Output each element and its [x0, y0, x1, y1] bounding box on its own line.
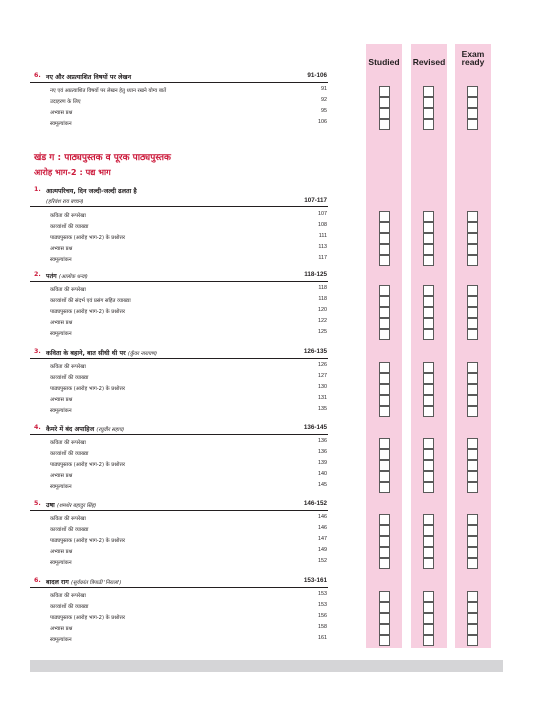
- chapter-rule: [30, 358, 328, 359]
- revised-checkbox[interactable]: [423, 460, 434, 471]
- exam-ready-checkbox[interactable]: [467, 395, 478, 406]
- toc-item-label: स्वमूल्यांकन: [50, 331, 72, 337]
- revised-checkbox[interactable]: [423, 373, 434, 384]
- toc-item-label: पाठ्यपुस्तक (आरोह भाग-2) के प्रश्नोत्तर: [50, 386, 125, 392]
- studied-checkbox[interactable]: [379, 119, 390, 130]
- toc-item-label: स्वमूल्यांकन: [50, 637, 72, 643]
- revised-checkbox[interactable]: [423, 449, 434, 460]
- exam-ready-checkbox[interactable]: [467, 558, 478, 569]
- revised-checkbox[interactable]: [423, 547, 434, 558]
- exam-ready-column-header: [451, 50, 495, 66]
- exam-ready-checkbox[interactable]: [467, 536, 478, 547]
- revised-checkbox[interactable]: [423, 591, 434, 602]
- toc-item-label: पाठ्यपुस्तक (आरोह भाग-2) के प्रश्नोत्तर: [50, 538, 125, 544]
- toc-item-label: पाठ्यपुस्तक (आरोह भाग-2) के प्रश्नोत्तर: [50, 615, 125, 621]
- studied-checkbox[interactable]: [379, 86, 390, 97]
- toc-item-page: 140: [318, 471, 327, 477]
- studied-checkbox[interactable]: [379, 307, 390, 318]
- exam-ready-checkbox[interactable]: [467, 211, 478, 222]
- studied-checkbox[interactable]: [379, 525, 390, 536]
- chapter-number: 2.: [34, 271, 41, 278]
- toc-item-page: 126: [318, 362, 327, 368]
- exam-ready-checkbox[interactable]: [467, 547, 478, 558]
- revised-checkbox[interactable]: [423, 406, 434, 417]
- revised-checkbox[interactable]: [423, 119, 434, 130]
- revised-checkbox[interactable]: [423, 438, 434, 449]
- exam-ready-checkbox[interactable]: [467, 635, 478, 646]
- studied-checkbox[interactable]: [379, 438, 390, 449]
- chapter-title: [46, 577, 121, 586]
- toc-item-label: पाठ्यपुस्तक (आरोह भाग-2) के प्रश्नोत्तर: [50, 462, 125, 468]
- toc-item-page: 122: [318, 318, 327, 324]
- studied-checkbox[interactable]: [379, 285, 390, 296]
- revised-checkbox[interactable]: [423, 602, 434, 613]
- revised-checkbox[interactable]: [423, 244, 434, 255]
- exam-ready-header-line2: ready: [461, 57, 485, 67]
- exam-ready-checkbox[interactable]: [467, 307, 478, 318]
- revised-checkbox[interactable]: [423, 318, 434, 329]
- toc-item-label: कविता की रूपरेखा: [50, 593, 86, 599]
- chapter-title: [46, 271, 88, 280]
- studied-checkbox[interactable]: [379, 222, 390, 233]
- toc-item-label: अभ्यास प्रश्न: [50, 110, 73, 116]
- toc-item-page: 136: [318, 449, 327, 455]
- revised-checkbox[interactable]: [423, 514, 434, 525]
- toc-item-label: अभ्यास प्रश्न: [50, 397, 73, 403]
- exam-ready-checkbox[interactable]: [467, 471, 478, 482]
- exam-ready-checkbox[interactable]: [467, 624, 478, 635]
- exam-ready-checkbox[interactable]: [467, 438, 478, 449]
- revised-checkbox[interactable]: [423, 329, 434, 340]
- exam-ready-checkbox[interactable]: [467, 602, 478, 613]
- studied-column-header: Studied: [368, 57, 400, 67]
- studied-checkbox[interactable]: [379, 482, 390, 493]
- studied-checkbox[interactable]: [379, 514, 390, 525]
- revised-checkbox[interactable]: [423, 536, 434, 547]
- chapter-title-text: पतंग: [46, 273, 57, 280]
- exam-ready-checkbox[interactable]: [467, 613, 478, 624]
- studied-checkbox[interactable]: [379, 108, 390, 119]
- studied-checkbox[interactable]: [379, 635, 390, 646]
- toc-item-page: 135: [318, 406, 327, 412]
- toc-item-label: अभ्यास प्रश्न: [50, 473, 73, 479]
- studied-checkbox[interactable]: [379, 449, 390, 460]
- revised-checkbox[interactable]: [423, 624, 434, 635]
- studied-checkbox[interactable]: [379, 591, 390, 602]
- toc-item-page: 127: [318, 373, 327, 379]
- revised-checkbox[interactable]: [423, 482, 434, 493]
- chapter-rule: [30, 281, 328, 282]
- exam-ready-checkbox[interactable]: [467, 285, 478, 296]
- chapter-rule: [30, 206, 328, 207]
- chapter-page-range: 118-125: [304, 271, 327, 278]
- footer-bar: [30, 660, 503, 672]
- studied-checkbox[interactable]: [379, 471, 390, 482]
- studied-checkbox[interactable]: [379, 395, 390, 406]
- chapter-page-range: 146-152: [303, 500, 327, 507]
- toc-item-page: 136: [318, 438, 327, 444]
- revised-checkbox[interactable]: [423, 211, 434, 222]
- revised-checkbox[interactable]: [423, 285, 434, 296]
- toc-item-page: 91: [321, 86, 327, 92]
- chapter-title-text: कविता के बहाने, बात सीधी थी पर: [46, 350, 126, 357]
- toc-item-page: 146: [318, 514, 327, 520]
- exam-ready-checkbox[interactable]: [467, 482, 478, 493]
- chapter-rule: [30, 82, 328, 83]
- toc-item-label: काव्यांशों की व्याख्या: [50, 375, 89, 381]
- revised-checkbox[interactable]: [423, 525, 434, 536]
- section-title: खंड ग : पाठ्यपुस्तक व पूरक पाठ्यपुस्तक: [34, 153, 171, 163]
- chapter-page-range: 126-135: [303, 348, 327, 355]
- revised-checkbox[interactable]: [423, 558, 434, 569]
- studied-checkbox[interactable]: [379, 244, 390, 255]
- studied-checkbox[interactable]: [379, 536, 390, 547]
- chapter-page-range: 91-106: [307, 72, 327, 79]
- toc-item-page: 95: [321, 108, 327, 114]
- studied-checkbox[interactable]: [379, 97, 390, 108]
- toc-item-label: कविता की रूपरेखा: [50, 516, 86, 522]
- toc-item-label: काव्यांशों की संदर्भ एवं प्रसंग सहित व्याख्या: [50, 298, 131, 304]
- toc-item-page: 113: [318, 244, 327, 250]
- revised-checkbox[interactable]: [423, 384, 434, 395]
- toc-item-page: 120: [318, 307, 327, 313]
- toc-item-page: 145: [318, 482, 327, 488]
- toc-item-label: अभ्यास प्रश्न: [50, 626, 73, 632]
- exam-ready-checkbox[interactable]: [467, 591, 478, 602]
- exam-ready-checkbox[interactable]: [467, 108, 478, 119]
- chapter-author: (सूर्यकांत त्रिपाठी 'निराला'): [71, 580, 122, 586]
- toc-item-page: 149: [318, 547, 327, 553]
- toc-item-label: कविता की रूपरेखा: [50, 440, 86, 446]
- toc-item-label: स्वमूल्यांकन: [50, 257, 72, 263]
- studied-checkbox[interactable]: [379, 373, 390, 384]
- studied-checkbox[interactable]: [379, 329, 390, 340]
- revised-checkbox[interactable]: [423, 97, 434, 108]
- toc-item-label: स्वमूल्यांकन: [50, 121, 72, 127]
- chapter-number: 6.: [34, 577, 41, 584]
- revised-column-header: Revised: [412, 57, 446, 67]
- studied-checkbox[interactable]: [379, 384, 390, 395]
- revised-checkbox[interactable]: [423, 395, 434, 406]
- toc-item-label: उदाहरण के लिए: [50, 99, 81, 105]
- revised-checkbox[interactable]: [423, 307, 434, 318]
- chapter-number: 4.: [34, 424, 41, 431]
- studied-checkbox[interactable]: [379, 255, 390, 266]
- exam-ready-checkbox[interactable]: [467, 514, 478, 525]
- toc-item-page: 107: [318, 211, 327, 217]
- exam-ready-checkbox[interactable]: [467, 525, 478, 536]
- exam-ready-checkbox[interactable]: [467, 460, 478, 471]
- chapter-title-text: कैमरे में बंद अपाहिज: [46, 426, 95, 433]
- revised-checkbox[interactable]: [423, 233, 434, 244]
- exam-ready-checkbox[interactable]: [467, 406, 478, 417]
- revised-checkbox[interactable]: [423, 471, 434, 482]
- chapter-title: [46, 424, 124, 433]
- toc-item-label: अभ्यास प्रश्न: [50, 549, 73, 555]
- toc-item-label: पाठ्यपुस्तक (आरोह भाग-2) के प्रश्नोत्तर: [50, 309, 125, 315]
- toc-item-label: नए एवं अप्रत्याशित विषयों पर लेखन हेतु ध्यान रखने योग्य बातें: [50, 88, 167, 94]
- toc-item-page: 106: [318, 119, 327, 125]
- chapter-title: आत्मपरिचय, दिन जल्दी-जल्दी ढलता है: [46, 188, 137, 195]
- chapter-number: 5.: [34, 500, 41, 507]
- studied-checkbox[interactable]: [379, 624, 390, 635]
- chapter-title-text: उषा: [46, 502, 55, 509]
- toc-item-page: 161: [318, 635, 327, 641]
- exam-ready-checkbox[interactable]: [467, 97, 478, 108]
- chapter-author: (शमशेर बहादुर सिंह): [56, 503, 97, 509]
- toc-item-label: स्वमूल्यांकन: [50, 560, 72, 566]
- chapter-title-text: नए और अप्रत्याशित विषयों पर लेखन: [46, 74, 132, 81]
- toc-item-label: कविता की रूपरेखा: [50, 213, 86, 219]
- chapter-title: [46, 72, 131, 81]
- toc-item-label: पाठ्यपुस्तक (आरोह भाग-2) के प्रश्नोत्तर: [50, 235, 125, 241]
- toc-item-label: काव्यांशों की व्याख्या: [50, 527, 89, 533]
- exam-ready-checkbox[interactable]: [467, 362, 478, 373]
- toc-item-label: काव्यांशों की व्याख्या: [50, 604, 89, 610]
- toc-item-page: 108: [318, 222, 327, 228]
- chapter-rule: [30, 434, 328, 435]
- studied-checkbox[interactable]: [379, 613, 390, 624]
- studied-checkbox[interactable]: [379, 558, 390, 569]
- chapter-page-range: 153-161: [303, 577, 327, 584]
- chapter-number: 1.: [34, 186, 41, 193]
- exam-ready-checkbox[interactable]: [467, 384, 478, 395]
- chapter-author: (कुँवर नारायण): [127, 351, 157, 357]
- exam-ready-header-line1: Exam: [461, 49, 485, 59]
- exam-ready-checkbox[interactable]: [467, 318, 478, 329]
- chapter-page-range: 107-117: [304, 197, 327, 204]
- revised-checkbox[interactable]: [423, 362, 434, 373]
- toc-item-label: कविता की रूपरेखा: [50, 287, 86, 293]
- revised-checkbox[interactable]: [423, 613, 434, 624]
- chapter-title: [46, 348, 157, 357]
- exam-ready-checkbox[interactable]: [467, 86, 478, 97]
- toc-item-page: 146: [318, 525, 327, 531]
- exam-ready-checkbox[interactable]: [467, 244, 478, 255]
- revised-checkbox[interactable]: [423, 296, 434, 307]
- exam-ready-checkbox[interactable]: [467, 255, 478, 266]
- toc-item-label: स्वमूल्यांकन: [50, 484, 72, 490]
- toc-item-page: 139: [318, 460, 327, 466]
- chapter-author: (आलोक धन्वा): [58, 274, 88, 280]
- chapter-rule: [30, 510, 328, 511]
- toc-item-page: 118: [318, 285, 327, 291]
- studied-checkbox[interactable]: [379, 233, 390, 244]
- subsection-title: आरोह भाग-2 : पद्य भाग: [34, 167, 111, 177]
- toc-item-label: कविता की रूपरेखा: [50, 364, 86, 370]
- studied-checkbox[interactable]: [379, 602, 390, 613]
- toc-item-page: 152: [318, 558, 327, 564]
- studied-checkbox[interactable]: [379, 318, 390, 329]
- toc-item-page: 125: [318, 329, 327, 335]
- revised-checkbox[interactable]: [423, 86, 434, 97]
- studied-checkbox[interactable]: [379, 460, 390, 471]
- chapter-page-range: 136-145: [303, 424, 327, 431]
- exam-ready-checkbox[interactable]: [467, 329, 478, 340]
- revised-checkbox[interactable]: [423, 255, 434, 266]
- studied-checkbox[interactable]: [379, 362, 390, 373]
- toc-item-page: 131: [318, 395, 327, 401]
- toc-item-page: 156: [318, 613, 327, 619]
- exam-ready-checkbox[interactable]: [467, 373, 478, 384]
- exam-ready-checkbox[interactable]: [467, 222, 478, 233]
- chapter-title-text: बादल राग: [46, 579, 69, 586]
- toc-item-page: 92: [321, 97, 327, 103]
- revised-checkbox[interactable]: [423, 108, 434, 119]
- toc-item-page: 153: [318, 602, 327, 608]
- chapter-number: 3.: [34, 348, 41, 355]
- toc-item-page: 118: [318, 296, 327, 302]
- toc-item-label: स्वमूल्यांकन: [50, 408, 72, 414]
- studied-checkbox[interactable]: [379, 406, 390, 417]
- exam-ready-checkbox[interactable]: [467, 296, 478, 307]
- toc-item-page: 130: [318, 384, 327, 390]
- toc-item-page: 153: [318, 591, 327, 597]
- toc-item-page: 158: [318, 624, 327, 630]
- studied-checkbox[interactable]: [379, 296, 390, 307]
- studied-checkbox[interactable]: [379, 211, 390, 222]
- revised-checkbox[interactable]: [423, 222, 434, 233]
- toc-item-label: अभ्यास प्रश्न: [50, 246, 73, 252]
- toc-item-label: काव्यांशों की व्याख्या: [50, 451, 89, 457]
- chapter-title: [46, 500, 96, 509]
- toc-item-label: काव्यांशों की व्याख्या: [50, 224, 89, 230]
- chapter-rule: [30, 587, 328, 588]
- toc-item-page: 111: [318, 233, 327, 239]
- chapter-author: (हरिवंश राय बच्चन): [46, 199, 84, 205]
- toc-item-page: 147: [318, 536, 327, 542]
- revised-checkbox[interactable]: [423, 635, 434, 646]
- studied-checkbox[interactable]: [379, 547, 390, 558]
- exam-ready-checkbox[interactable]: [467, 449, 478, 460]
- chapter-number: 6.: [34, 72, 41, 79]
- exam-ready-checkbox[interactable]: [467, 233, 478, 244]
- toc-item-label: अभ्यास प्रश्न: [50, 320, 73, 326]
- toc-item-page: 117: [318, 255, 327, 261]
- chapter-author: (रघुवीर सहाय): [96, 427, 125, 433]
- exam-ready-checkbox[interactable]: [467, 119, 478, 130]
